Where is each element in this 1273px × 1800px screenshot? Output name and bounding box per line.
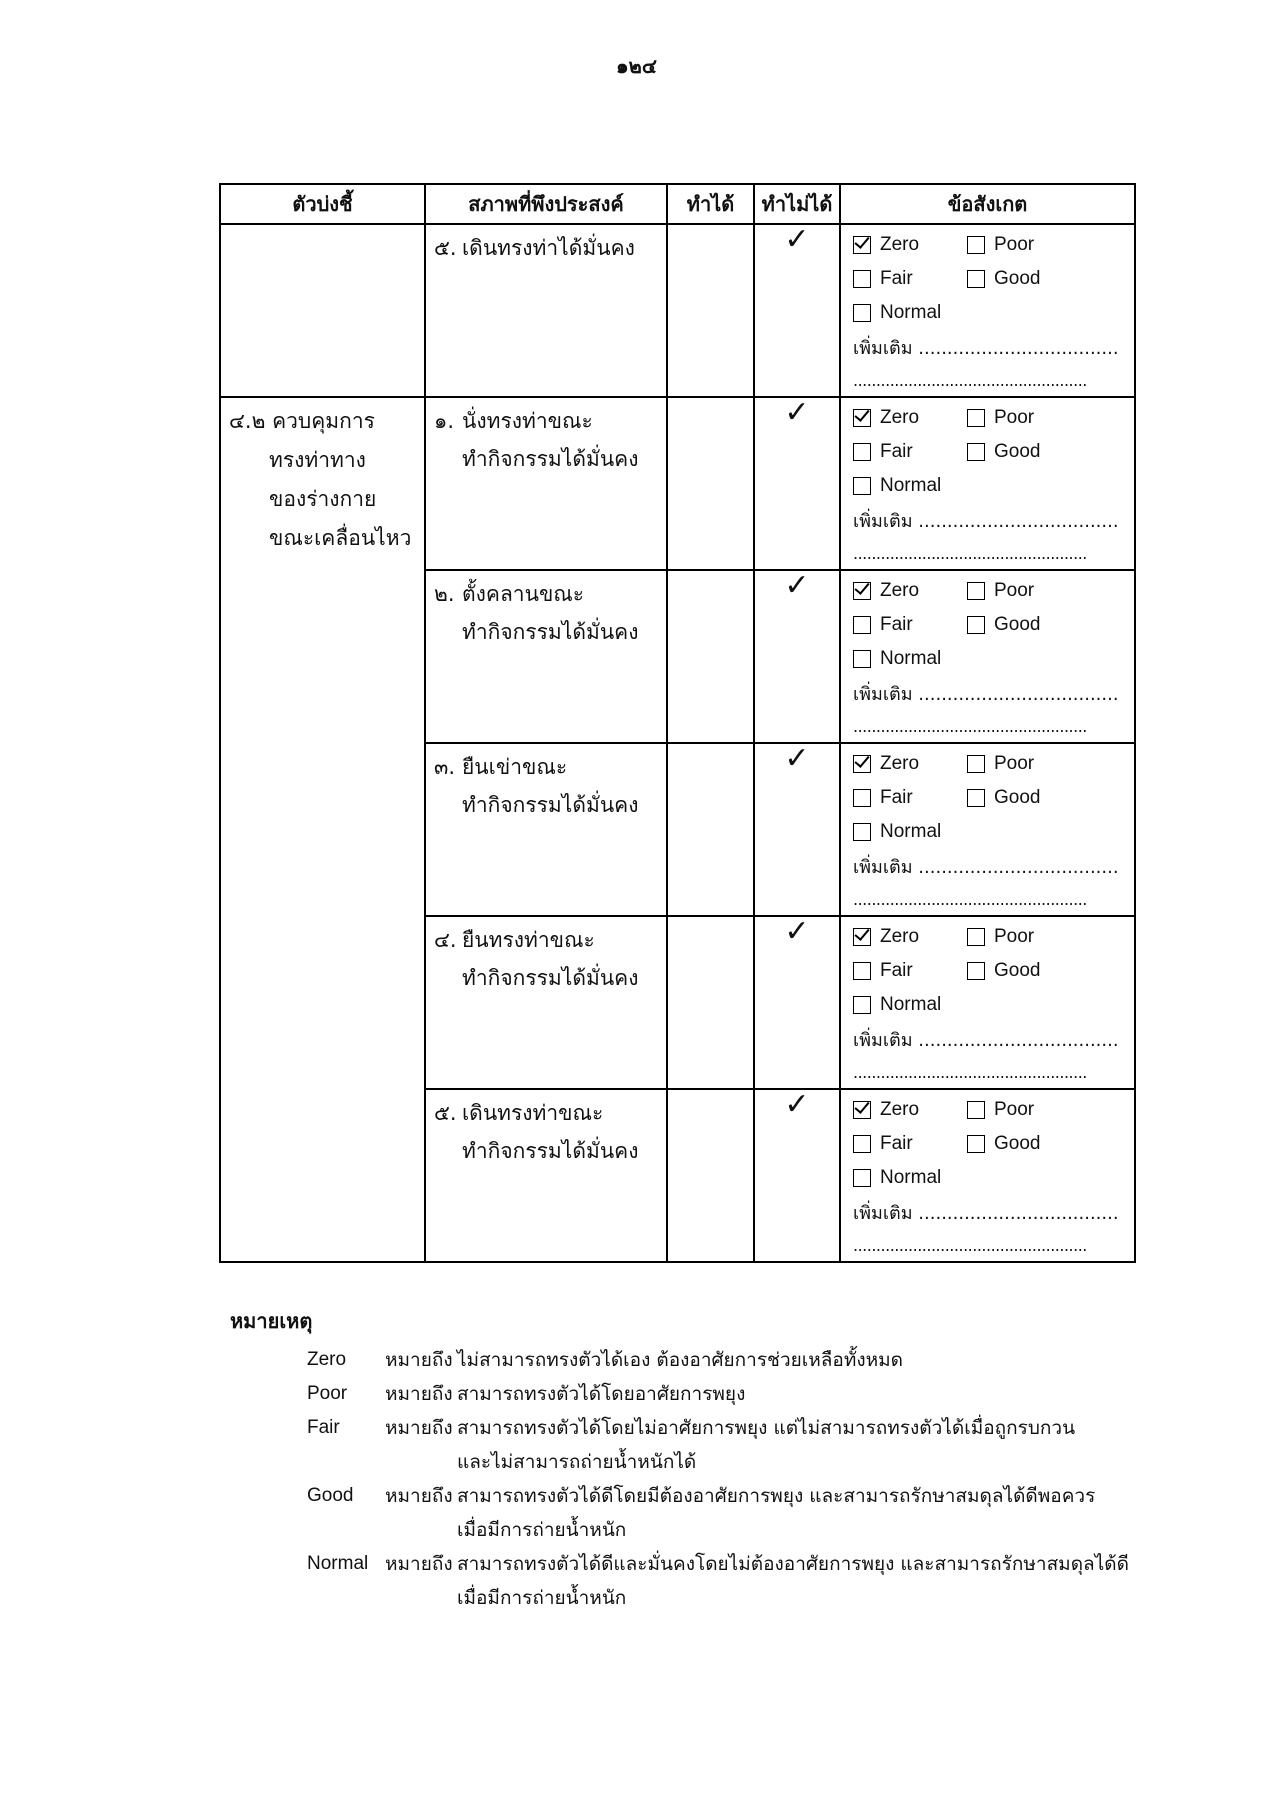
option-zero[interactable]: Zero — [853, 580, 967, 602]
note-item — [230, 1547, 1130, 1581]
condition-number: ๕. — [434, 1101, 457, 1125]
note-description: สามารถทรงตัวได้ดีและมั่นคงโดยไม่ต้องอาศัยการพยุง และสามารถรักษาสมดุลได้ดี — [457, 1553, 1129, 1575]
indicator-line: ของร่างกาย — [269, 487, 377, 511]
note-meaning-label: หมายถึง — [385, 1485, 453, 1507]
indicator-line: ทรงท่าทาง — [269, 448, 366, 472]
checkbox-icon[interactable] — [853, 443, 871, 461]
option-fair[interactable]: Fair — [853, 614, 967, 636]
checkbox-icon[interactable] — [853, 270, 871, 288]
dots-line[interactable]: ................................................... — [853, 1062, 1087, 1082]
notes-title: หมายเหตุ — [230, 1309, 313, 1333]
option-good[interactable]: Good — [967, 268, 1081, 290]
more-field[interactable]: เพิ่มเติม ................................... — [853, 510, 1119, 532]
option-good[interactable]: Good — [967, 614, 1081, 636]
checked-box-icon[interactable] — [853, 1101, 871, 1119]
header-indicator: ตัวบ่งชี้ — [220, 184, 425, 224]
can-do-cell[interactable] — [667, 224, 754, 397]
notes-section — [230, 1305, 1130, 1615]
checkbox-icon[interactable] — [853, 996, 871, 1014]
can-do-cell[interactable] — [667, 743, 754, 916]
dots-line[interactable]: ................................................... — [853, 716, 1087, 736]
condition-text: ทำกิจกรรมได้มั่นคง — [462, 447, 639, 471]
checkbox-icon[interactable] — [853, 789, 871, 807]
option-fair[interactable]: Fair — [853, 441, 967, 463]
more-field[interactable]: เพิ่มเติม ................................... — [853, 856, 1119, 878]
option-zero[interactable]: Zero — [853, 407, 967, 429]
dots-line[interactable]: ................................................... — [853, 370, 1087, 390]
dots-line[interactable]: ................................................... — [853, 889, 1087, 909]
cannot-do-cell[interactable] — [754, 1089, 840, 1262]
checkbox-icon[interactable] — [967, 236, 985, 254]
observation-cell — [840, 916, 1135, 1089]
option-fair[interactable]: Fair — [853, 960, 967, 982]
note-description: สามารถทรงตัวได้โดยอาศัยการพยุง — [457, 1383, 746, 1405]
option-good[interactable]: Good — [967, 960, 1081, 982]
note-description: เมื่อมีการถ่ายน้ำหนัก — [457, 1587, 627, 1609]
assessment-table — [219, 183, 1136, 1263]
checkbox-icon[interactable] — [967, 789, 985, 807]
option-poor[interactable]: Poor — [967, 234, 1081, 256]
cannot-do-cell[interactable] — [754, 224, 840, 397]
option-good[interactable]: Good — [967, 441, 1081, 463]
table-row — [220, 397, 1135, 570]
checkbox-icon[interactable] — [853, 304, 871, 322]
checkbox-icon[interactable] — [853, 1169, 871, 1187]
condition-cell — [425, 1089, 667, 1262]
condition-text: ทำกิจกรรมได้มั่นคง — [462, 966, 639, 990]
cannot-do-cell[interactable] — [754, 743, 840, 916]
option-zero[interactable]: Zero — [853, 753, 967, 775]
checkbox-icon[interactable] — [967, 928, 985, 946]
note-description: และไม่สามารถถ่ายน้ำหนักได้ — [457, 1451, 697, 1473]
check-mark-icon: ✓ — [784, 395, 810, 430]
more-field[interactable]: เพิ่มเติม ................................... — [853, 337, 1119, 359]
checked-box-icon[interactable] — [853, 928, 871, 946]
cannot-do-cell[interactable] — [754, 397, 840, 570]
condition-text: ทำกิจกรรมได้มั่นคง — [462, 1139, 639, 1163]
option-good[interactable]: Good — [967, 787, 1081, 809]
checked-box-icon[interactable] — [853, 409, 871, 427]
note-meaning-label: หมายถึง — [385, 1417, 453, 1439]
option-poor[interactable]: Poor — [967, 580, 1081, 602]
check-mark-icon: ✓ — [784, 568, 810, 603]
observation-cell — [840, 397, 1135, 570]
indicator-line: ขณะเคลื่อนไหว — [269, 526, 412, 550]
checkbox-icon[interactable] — [853, 650, 871, 668]
table-row — [220, 224, 1135, 397]
indicator-cell — [220, 397, 425, 1262]
note-description: เมื่อมีการถ่ายน้ำหนัก — [457, 1519, 627, 1541]
condition-number: ๑. — [434, 409, 455, 433]
option-normal[interactable]: Normal — [853, 302, 967, 324]
note-meaning-label: หมายถึง — [385, 1349, 453, 1371]
more-field[interactable]: เพิ่มเติม ................................... — [853, 683, 1119, 705]
note-meaning-label: หมายถึง — [385, 1553, 453, 1575]
checkbox-icon[interactable] — [853, 616, 871, 634]
can-do-cell[interactable] — [667, 397, 754, 570]
option-good[interactable]: Good — [967, 1133, 1081, 1155]
note-term: Normal — [307, 1553, 369, 1574]
option-zero[interactable]: Zero — [853, 926, 967, 948]
note-item — [230, 1343, 1130, 1377]
observation-cell — [840, 224, 1135, 397]
condition-text: ทำกิจกรรมได้มั่นคง — [462, 793, 639, 817]
condition-number: ๓. — [434, 755, 456, 779]
condition-cell — [425, 916, 667, 1089]
note-description: ไม่สามารถทรงตัวได้เอง ต้องอาศัยการช่วยเหลือทั้งหมด — [457, 1349, 904, 1371]
checkbox-icon[interactable] — [853, 962, 871, 980]
can-do-cell[interactable] — [667, 916, 754, 1089]
note-item-continued — [230, 1513, 1130, 1547]
table-header-row — [220, 184, 1135, 224]
note-item — [230, 1479, 1130, 1513]
note-term: Fair — [307, 1417, 340, 1438]
note-description: สามารถทรงตัวได้โดยไม่อาศัยการพยุง แต่ไม่สามารถทรงตัวได้เมื่อถูกรบกวน — [457, 1417, 1076, 1439]
condition-cell — [425, 224, 667, 397]
check-mark-icon: ✓ — [784, 741, 810, 776]
checkbox-icon[interactable] — [967, 616, 985, 634]
option-normal[interactable]: Normal — [853, 475, 967, 497]
option-zero[interactable]: Zero — [853, 234, 967, 256]
option-poor[interactable]: Poor — [967, 926, 1081, 948]
condition-text: ยืนเข่าขณะ — [462, 755, 568, 779]
note-item — [230, 1377, 1130, 1411]
header-cannot-do: ทำไม่ได้ — [754, 184, 840, 224]
dots-line[interactable]: ................................................... — [853, 543, 1087, 563]
checkbox-icon[interactable] — [967, 1101, 985, 1119]
header-observation: ข้อสังเกต — [840, 184, 1135, 224]
cannot-do-cell[interactable] — [754, 570, 840, 743]
can-do-cell[interactable] — [667, 1089, 754, 1262]
note-term: Good — [307, 1485, 354, 1506]
option-zero[interactable]: Zero — [853, 1099, 967, 1121]
indicator-cell-empty — [220, 224, 425, 397]
observation-cell — [840, 1089, 1135, 1262]
header-desired-condition: สภาพที่พึงประสงค์ — [425, 184, 667, 224]
checkbox-icon[interactable] — [967, 1135, 985, 1153]
option-fair[interactable]: Fair — [853, 268, 967, 290]
option-fair[interactable]: Fair — [853, 1133, 967, 1155]
note-item-continued — [230, 1581, 1130, 1615]
condition-number: ๔. — [434, 928, 457, 952]
cannot-do-cell[interactable] — [754, 916, 840, 1089]
dots-line[interactable]: ................................................... — [853, 1235, 1087, 1255]
more-field[interactable]: เพิ่มเติม ................................... — [853, 1029, 1119, 1051]
check-mark-icon: ✓ — [784, 914, 810, 949]
option-poor[interactable]: Poor — [967, 407, 1081, 429]
option-normal[interactable]: Normal — [853, 648, 967, 670]
page-number: ๑๒๔ — [615, 54, 657, 78]
observation-cell — [840, 570, 1135, 743]
header-can-do: ทำได้ — [667, 184, 754, 224]
condition-text: เดินทรงท่าขณะ — [462, 1101, 604, 1125]
option-normal[interactable]: Normal — [853, 994, 967, 1016]
more-field[interactable]: เพิ่มเติม ................................... — [853, 1202, 1119, 1224]
condition-number: ๒. — [434, 582, 455, 606]
checkbox-icon[interactable] — [967, 962, 985, 980]
checkbox-icon[interactable] — [853, 1135, 871, 1153]
condition-text: นั่งทรงท่าขณะ — [462, 409, 593, 433]
note-description: สามารถทรงตัวได้ดีโดยมีต้องอาศัยการพยุง และสามารถรักษาสมดุลได้ดีพอควร — [457, 1485, 1096, 1507]
option-poor[interactable]: Poor — [967, 1099, 1081, 1121]
option-normal[interactable]: Normal — [853, 821, 967, 843]
checkbox-icon[interactable] — [967, 755, 985, 773]
option-fair[interactable]: Fair — [853, 787, 967, 809]
condition-text: ยืนทรงท่าขณะ — [462, 928, 595, 952]
checkbox-icon[interactable] — [967, 270, 985, 288]
note-item — [230, 1411, 1130, 1445]
checkbox-icon[interactable] — [853, 823, 871, 841]
condition-cell — [425, 397, 667, 570]
checkbox-icon[interactable] — [967, 443, 985, 461]
option-poor[interactable]: Poor — [967, 753, 1081, 775]
condition-cell — [425, 743, 667, 916]
note-meaning-label: หมายถึง — [385, 1383, 453, 1405]
option-normal[interactable]: Normal — [853, 1167, 967, 1189]
note-item-continued — [230, 1445, 1130, 1479]
note-term: Zero — [307, 1349, 347, 1370]
check-mark-icon: ✓ — [784, 222, 810, 257]
observation-cell — [840, 743, 1135, 916]
condition-text: ทำกิจกรรมได้มั่นคง — [462, 620, 639, 644]
checked-box-icon[interactable] — [853, 236, 871, 254]
condition-number: ๕. — [434, 236, 457, 260]
checked-box-icon[interactable] — [853, 755, 871, 773]
checkbox-icon[interactable] — [967, 582, 985, 600]
note-term: Poor — [307, 1383, 348, 1404]
can-do-cell[interactable] — [667, 570, 754, 743]
condition-text: ตั้งคลานขณะ — [462, 582, 585, 606]
condition-cell — [425, 570, 667, 743]
indicator-line: ๔.๒ ควบคุมการ — [229, 409, 375, 433]
checkbox-icon[interactable] — [967, 409, 985, 427]
checked-box-icon[interactable] — [853, 582, 871, 600]
checkbox-icon[interactable] — [853, 477, 871, 495]
check-mark-icon: ✓ — [784, 1087, 810, 1122]
condition-text: เดินทรงท่าได้มั่นคง — [462, 236, 635, 260]
